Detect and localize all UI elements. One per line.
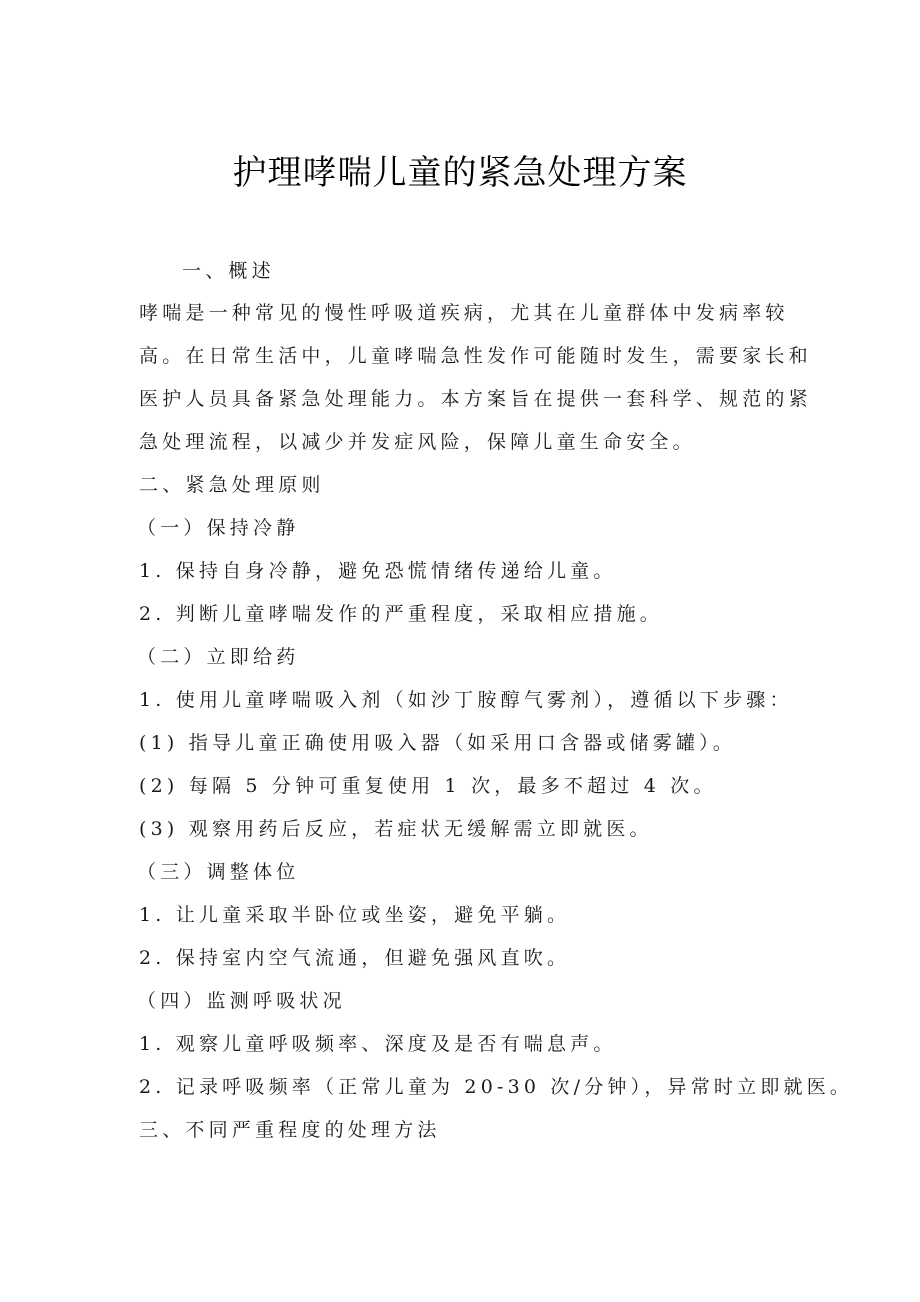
sub-heading-stay-calm: （一）保持冷静 [137, 517, 300, 539]
list-item: 1. 让儿童采取半卧位或坐姿，避免平躺。 [139, 904, 571, 926]
list-item: 1. 使用儿童哮喘吸入剂（如沙丁胺醇气雾剂），遵循以下步骤： [139, 689, 793, 711]
paragraph-line: 高。在日常生活中，儿童哮喘急性发作可能随时发生，需要家长和 [139, 345, 812, 367]
section-heading-principles: 二、紧急处理原则 [139, 474, 325, 496]
list-item: 1. 保持自身冷静，避免恐慌情绪传递给儿童。 [139, 560, 617, 582]
sub-heading-posture: （三）调整体位 [137, 861, 300, 883]
paragraph-line: 急处理流程，以减少并发症风险，保障儿童生命安全。 [139, 431, 696, 453]
sub-heading-monitor-breathing: （四）监测呼吸状况 [137, 990, 346, 1012]
list-item: 2. 保持室内空气流通，但避免强风直吹。 [139, 947, 571, 969]
list-item: 2. 判断儿童哮喘发作的严重程度，采取相应措施。 [139, 603, 663, 625]
section-heading-severity: 三、不同严重程度的处理方法 [139, 1119, 441, 1141]
list-item: (2) 每隔 5 分钟可重复使用 1 次，最多不超过 4 次。 [139, 775, 717, 797]
list-item: 1. 观察儿童呼吸频率、深度及是否有喘息声。 [139, 1033, 617, 1055]
list-item: 2. 记录呼吸频率（正常儿童为 20-30 次/分钟），异常时立即就医。 [139, 1076, 854, 1098]
document-title: 护理哮喘儿童的紧急处理方案 [232, 153, 688, 193]
sub-heading-medication: （二）立即给药 [137, 646, 300, 668]
paragraph-line: 医护人员具备紧急处理能力。本方案旨在提供一套科学、规范的紧 [139, 388, 812, 410]
list-item: (1) 指导儿童正确使用吸入器（如采用口含器或储雾罐）。 [139, 732, 737, 754]
list-item: (3) 观察用药后反应，若症状无缓解需立即就医。 [139, 818, 653, 840]
section-heading-overview: 一、概述 [182, 260, 275, 282]
paragraph-line: 哮喘是一种常见的慢性呼吸道疾病，尤其在儿童群体中发病率较 [139, 302, 789, 324]
